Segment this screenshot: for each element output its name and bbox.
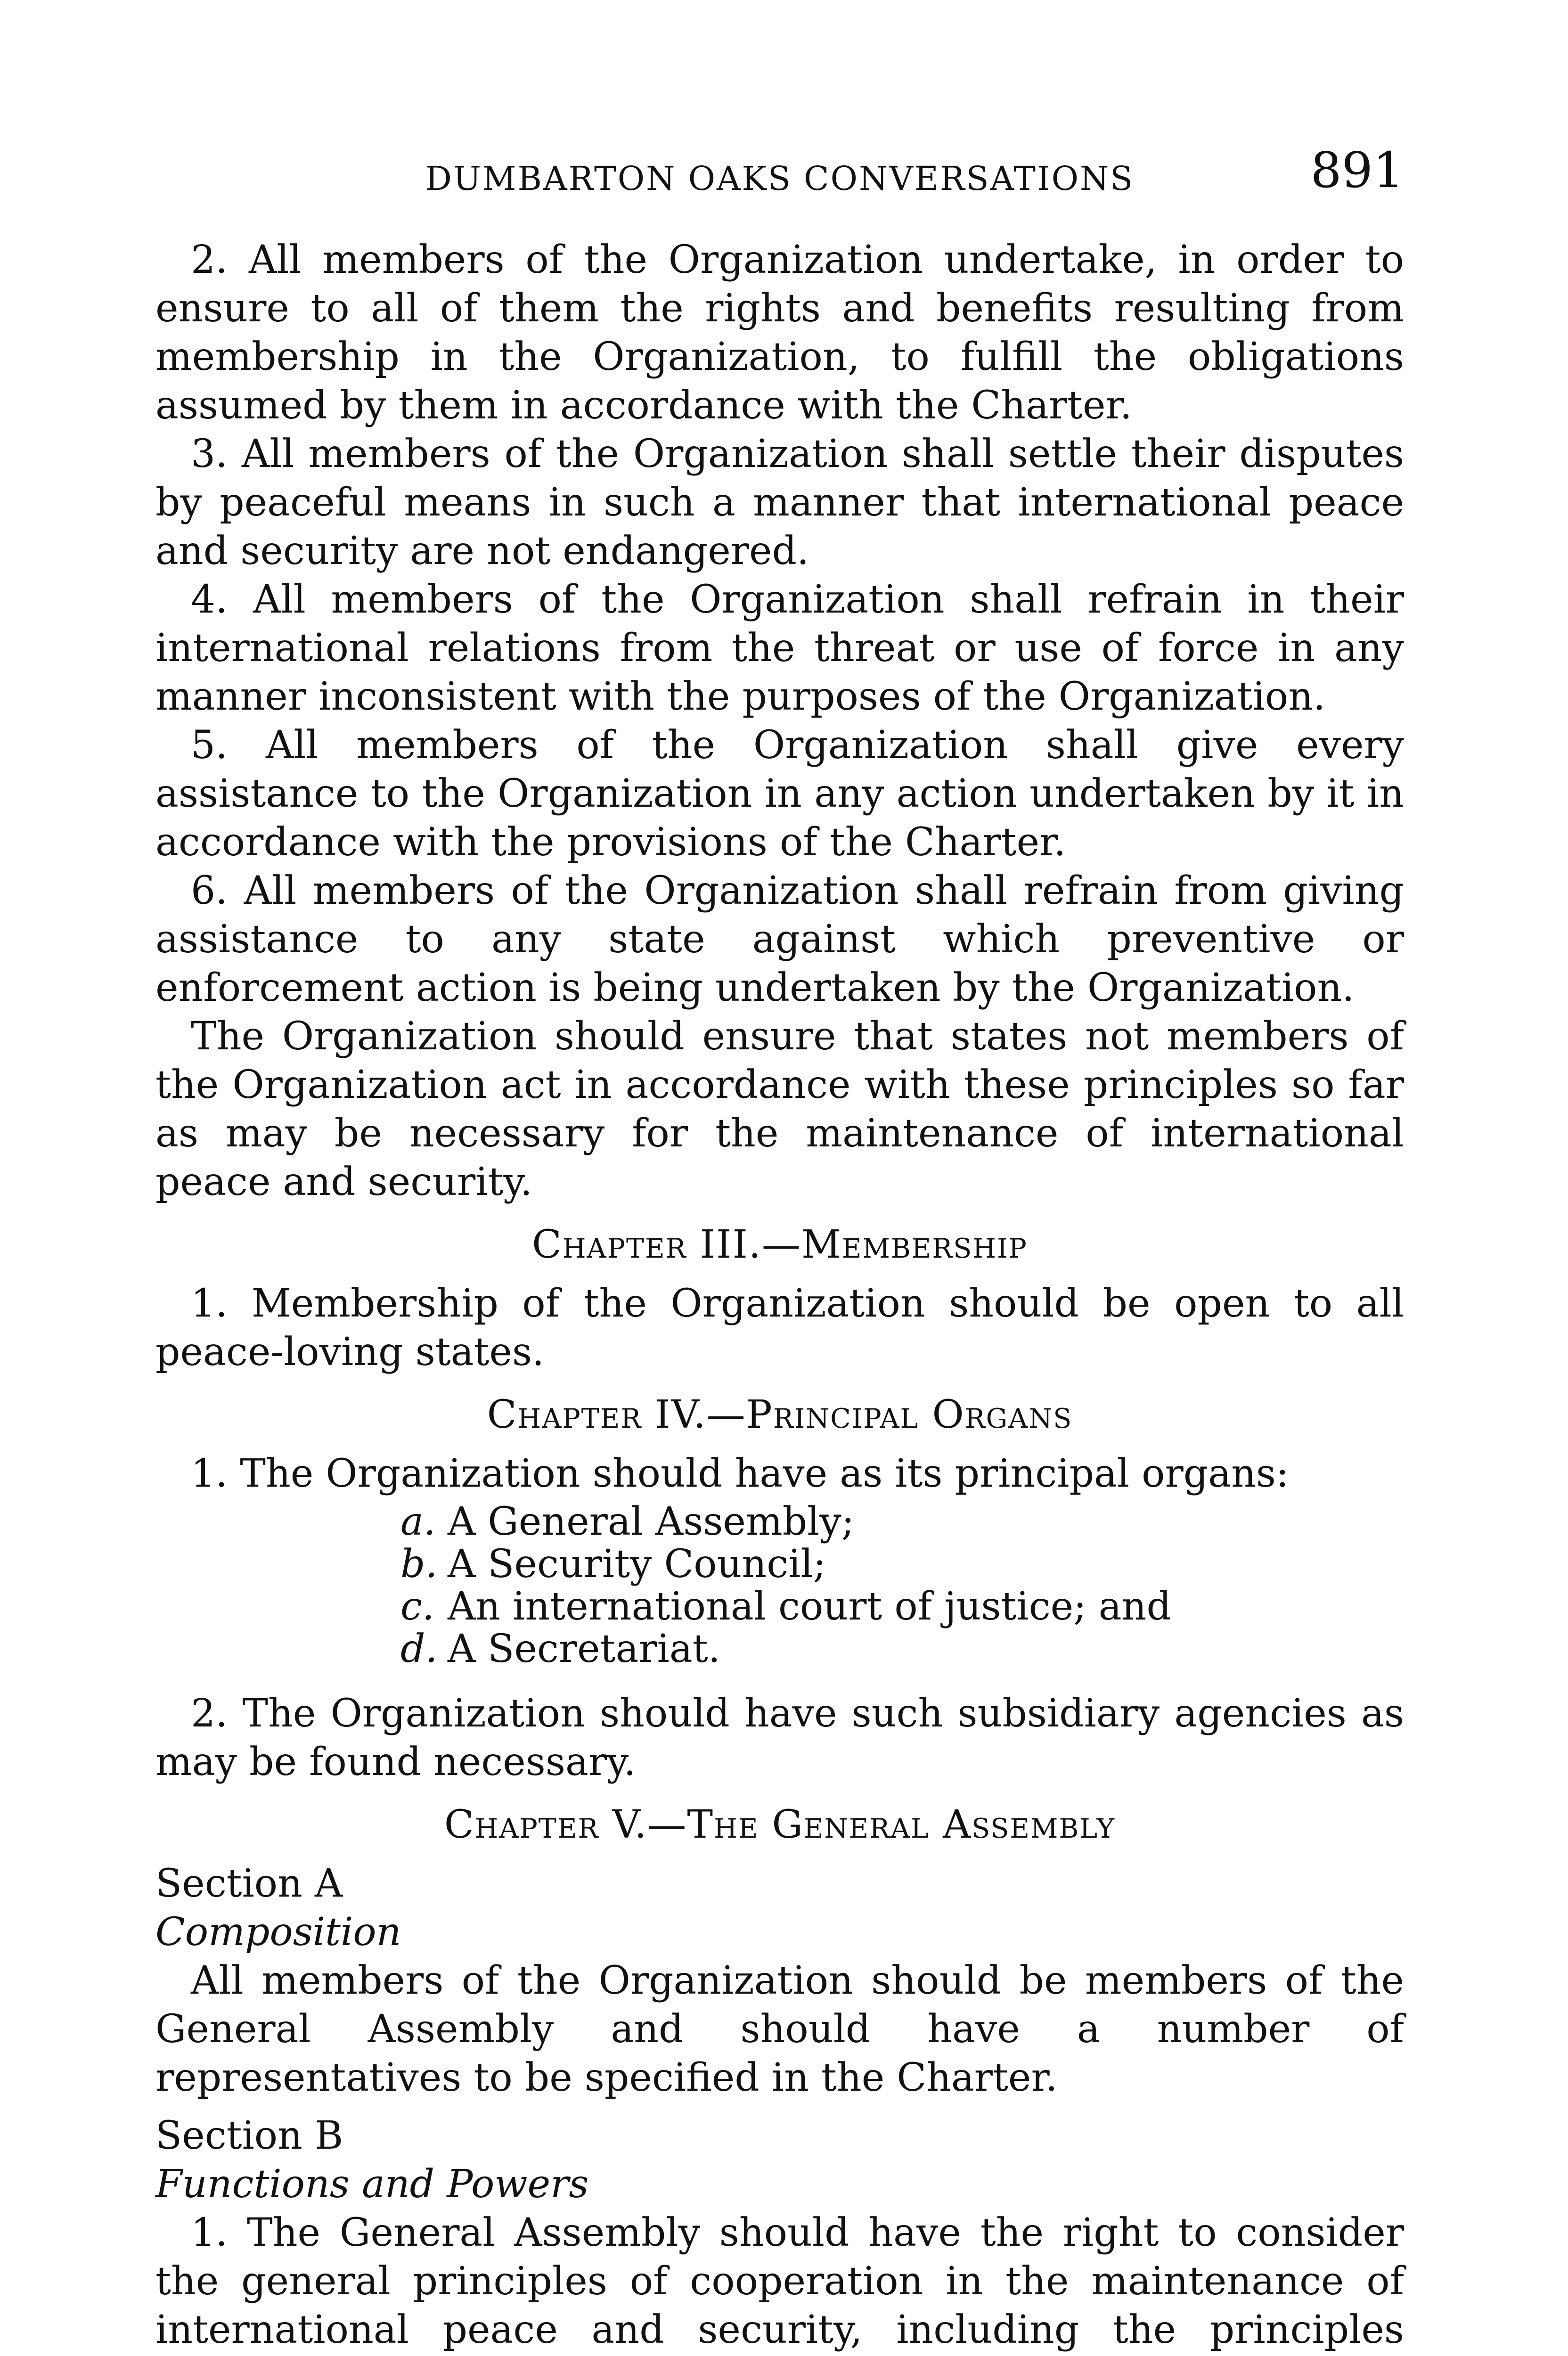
page-header (155, 141, 1404, 199)
list-letter: a. (400, 1499, 436, 1544)
section-b-label: Section B (155, 2113, 343, 2158)
list-item (400, 1586, 1404, 1628)
paragraph-functions-powers: 1. The General Assembly should have the right to consider the general principles of cooperation in the maintenance of international peace and security, including the principles (155, 2210, 1404, 2352)
chapter-5-heading: Chapter V.—The General Assembly (444, 1802, 1116, 1847)
list-item (400, 1543, 1404, 1586)
section-b-title: Functions and Powers (155, 2162, 589, 2207)
list-text: A General Assembly; (448, 1499, 855, 1544)
paragraph-composition: All members of the Organization should be members of the General Assembly and should have a number of representatives to be specified in the Charter. (155, 1958, 1404, 2100)
organs-list (400, 1501, 1404, 1670)
list-letter: d. (400, 1627, 438, 1671)
paragraph-article-4: 4. All members of the Organization shall refrain in their international relations from the threat or use of force in any manner inconsistent with the purposes of the Organization. (155, 577, 1404, 719)
list-letter: c. (400, 1584, 434, 1629)
section-a-title: Composition (155, 1910, 401, 1955)
page-number: 891 (1310, 141, 1404, 199)
list-item (400, 1501, 1404, 1543)
list-letter: b. (400, 1542, 438, 1587)
page-body (155, 236, 1404, 2356)
section-a-label: Section A (155, 1861, 343, 1906)
paragraph-non-members: The Organization should ensure that states not members of the Organization act in accordance with these principles so far as may be necessary for the maintenance of international peace and security. (155, 1014, 1404, 1204)
paragraph-subsidiary-agencies: 2. The Organization should have such subsidiary agencies as may be found necessary. (155, 1691, 1404, 1784)
chapter-3-heading: Chapter III.—Membership (532, 1222, 1028, 1267)
running-head: DUMBARTON OAKS CONVERSATIONS (425, 159, 1135, 198)
paragraph-principal-organs: 1. The Organization should have as its principal organs: (191, 1451, 1289, 1496)
list-text: A Security Council; (448, 1542, 826, 1587)
paragraph-article-3: 3. All members of the Organization shall settle their disputes by peaceful means in such a manner that international peace and security are not endangered. (155, 432, 1404, 573)
paragraph-article-6: 6. All members of the Organization shall refrain from giving assistance to any state against which preventive or enforcement action is being undertaken by the Organization. (155, 868, 1404, 1010)
list-text: A Secretariat. (448, 1627, 720, 1671)
paragraph-article-5: 5. All members of the Organization shall give every assistance to the Organization in any action undertaken by it in accordance with the provisions of the Charter. (155, 723, 1404, 865)
chapter-4-heading: Chapter IV.—Principal Organs (487, 1392, 1073, 1437)
list-text: An international court of justice; and (448, 1584, 1171, 1629)
paragraph-membership: 1. Membership of the Organization should be open to all peace-loving states. (155, 1281, 1404, 1374)
list-item (400, 1628, 1404, 1670)
paragraph-article-2: 2. All members of the Organization undertake, in order to ensure to all of them the rights and benefits resulting from membership in the Organization, to fulfill the obligations assumed by them in accordance with the Charter. (155, 237, 1404, 428)
